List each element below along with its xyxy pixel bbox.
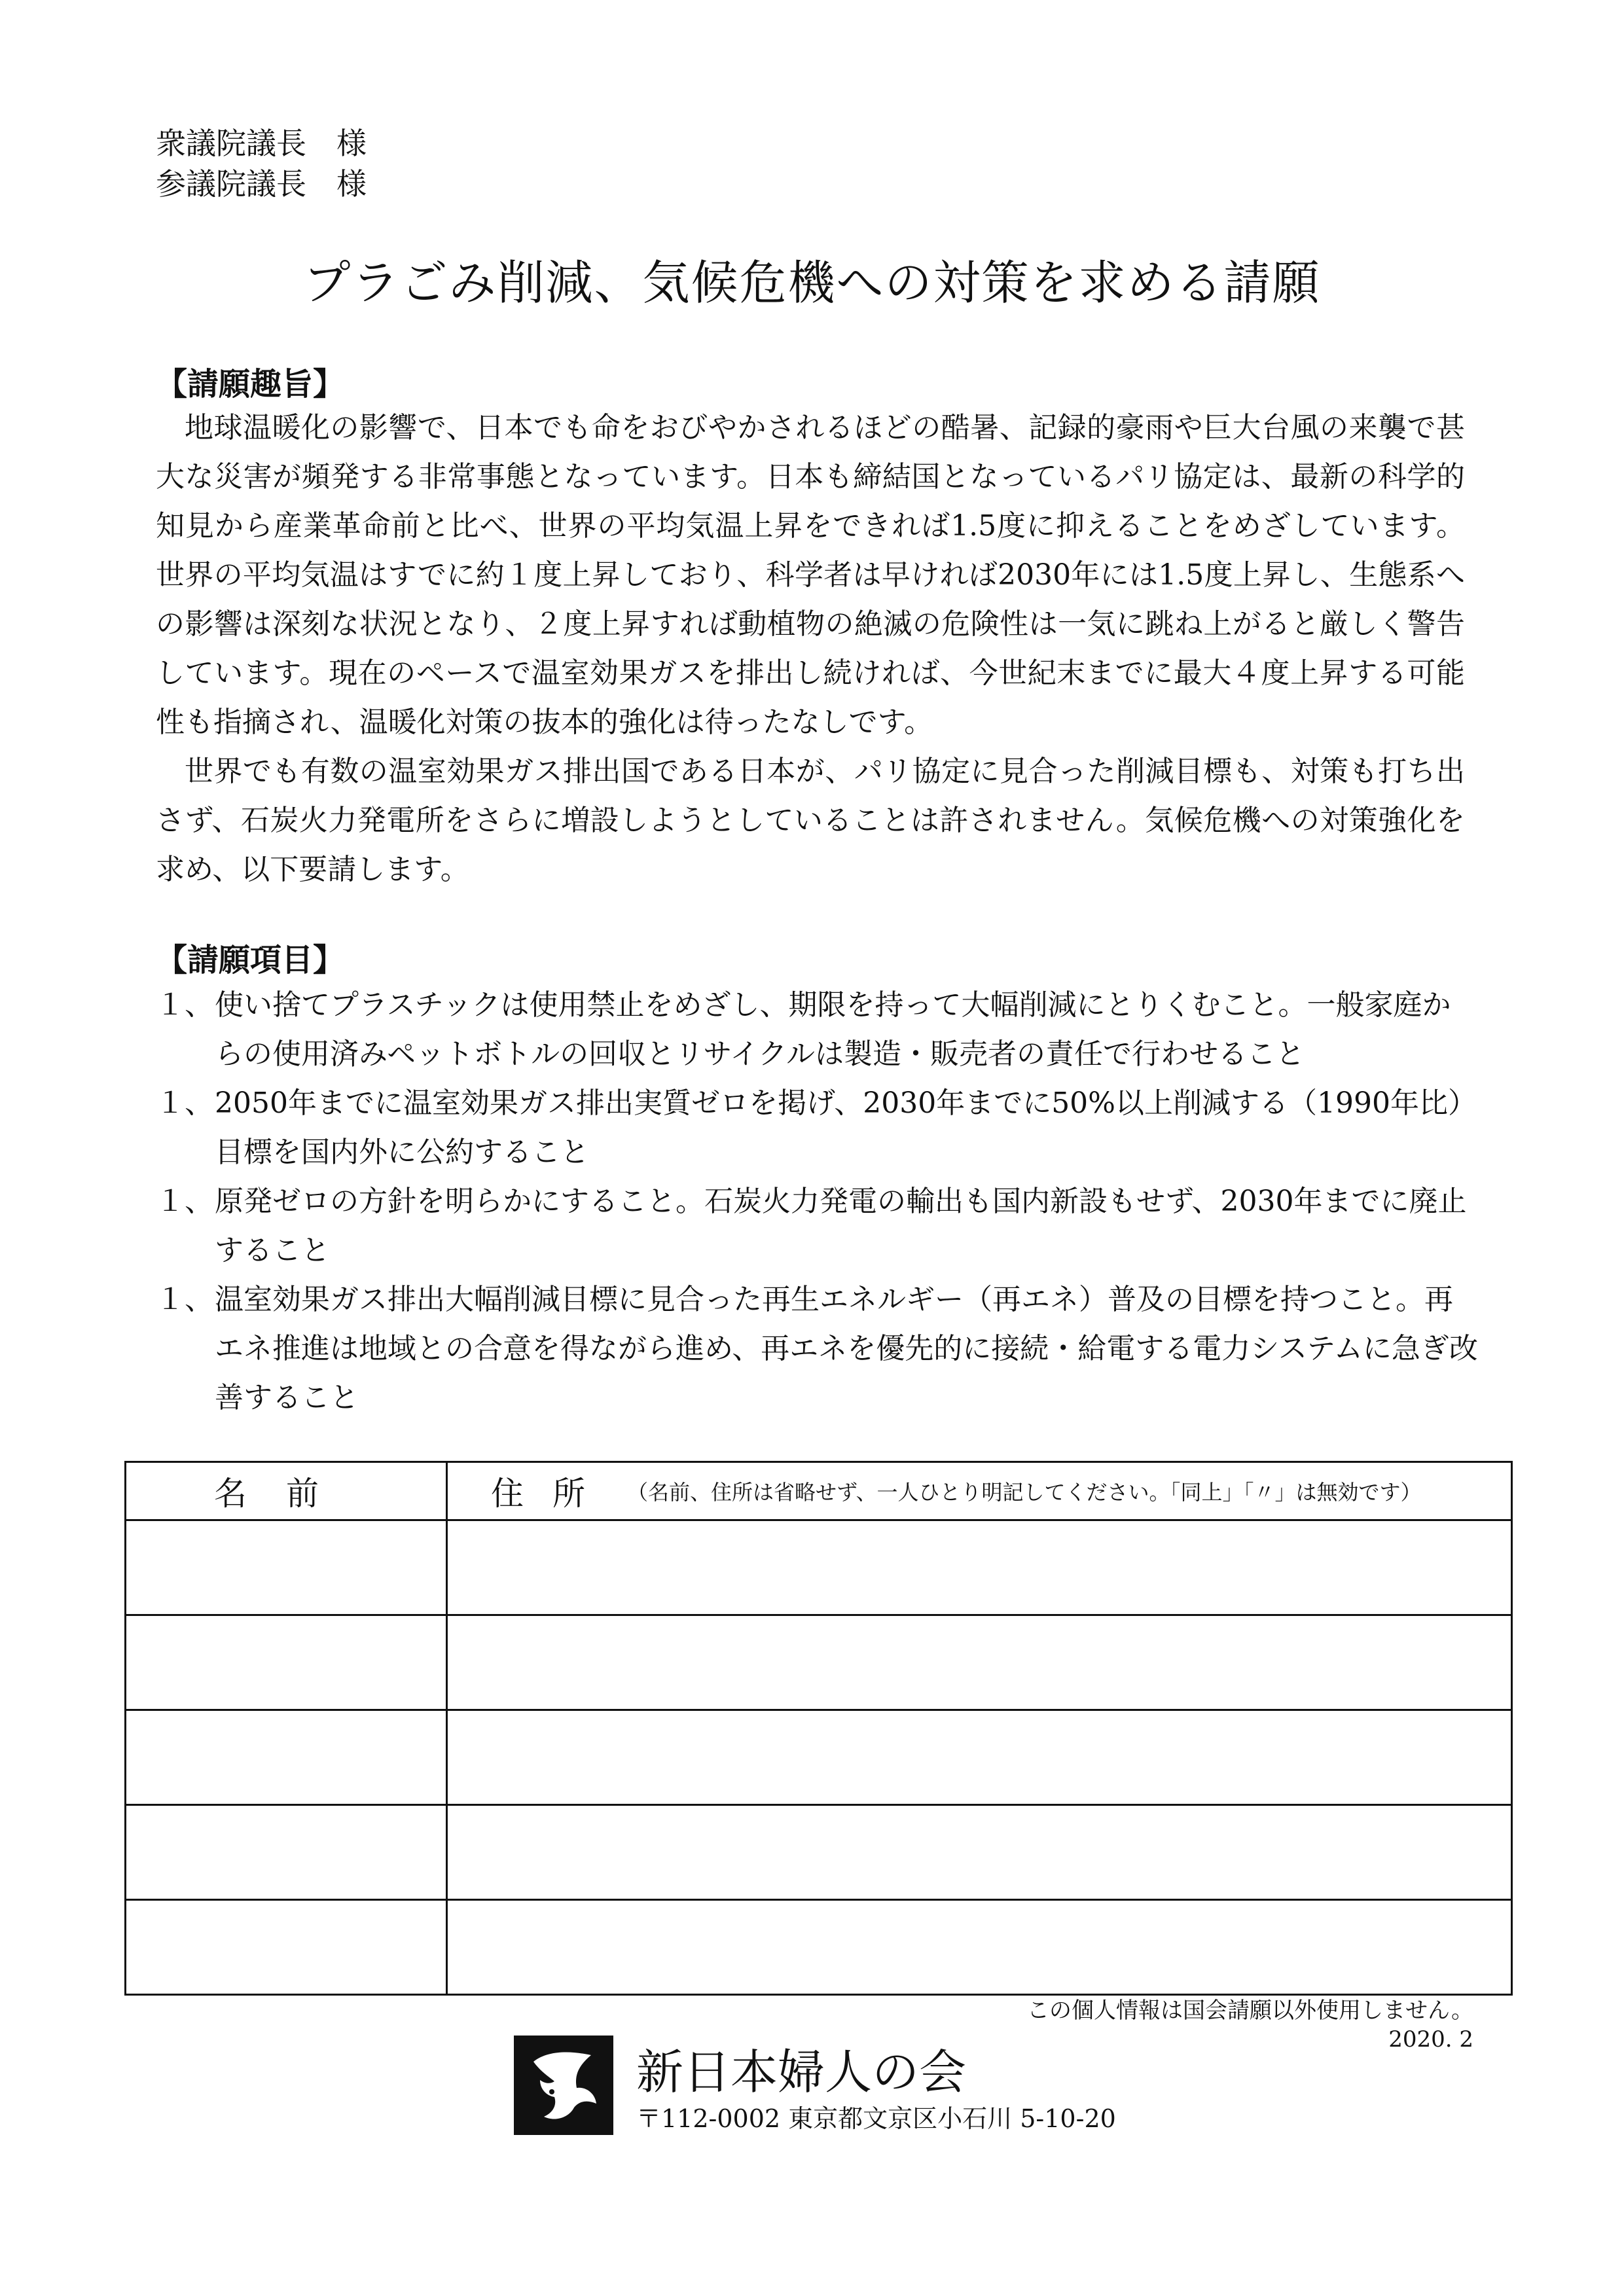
signature-table — [124, 1461, 1513, 1996]
address-cell[interactable] — [447, 1520, 1512, 1615]
organization-name: 新日本婦人の会 — [636, 2045, 967, 2100]
requests-heading: 【請願項目】 — [156, 942, 345, 978]
address-header-label: 住所 — [491, 1475, 614, 1513]
petition-title: プラごみ削減、気候危機への対策を求める請願 — [303, 255, 1321, 310]
request-item-number: １、 — [156, 1283, 213, 1316]
name-header-label: 名前 — [214, 1475, 358, 1513]
name-cell[interactable] — [126, 1900, 447, 1995]
request-item — [156, 1177, 1478, 1275]
request-item — [156, 1079, 1478, 1177]
table-row — [126, 1615, 1512, 1710]
address-cell[interactable] — [447, 1900, 1512, 1995]
table-row — [126, 1805, 1512, 1900]
dove-logo-icon — [514, 2036, 613, 2135]
privacy-note: この個人情報は国会請願以外使用しません。 — [1026, 1998, 1473, 2024]
table-row — [126, 1900, 1512, 1995]
table-row — [126, 1710, 1512, 1805]
purpose-paragraph-2: 世界でも有数の温室効果ガス排出国である日本が、パリ協定に見合った削減目標も、対策も打ち出さず、石炭火力発電所をさらに増設しようとしていることは許されません。気候危機への対策強化を求め、以下要請します。 — [156, 755, 1465, 886]
addressee-house-of-representatives: 衆議院議長 様 — [156, 126, 367, 161]
request-list — [156, 980, 1478, 1422]
request-item-number: １、 — [156, 1185, 213, 1218]
request-item — [156, 980, 1478, 1079]
request-item-text: 原発ゼロの方針を明らかにすること。石炭火力発電の輸出も国内新設もせず、2030年までに廃止すること — [215, 1185, 1467, 1267]
request-item-number: １、 — [156, 988, 213, 1022]
address-column-header — [447, 1462, 1512, 1520]
request-item-number: １、 — [156, 1086, 213, 1120]
address-cell[interactable] — [447, 1615, 1512, 1710]
request-item — [156, 1275, 1478, 1422]
name-cell[interactable] — [126, 1615, 447, 1710]
signature-instructions: （名前、住所は省略せず、一人ひとり明記してください。「同上」「〃」は無効です） — [627, 1480, 1422, 1505]
name-cell[interactable] — [126, 1520, 447, 1615]
address-cell[interactable] — [447, 1710, 1512, 1805]
issue-date: 2020. 2 — [1388, 2026, 1473, 2053]
address-cell[interactable] — [447, 1805, 1512, 1900]
name-cell[interactable] — [126, 1805, 447, 1900]
request-item-text: 温室効果ガス排出大幅削減目標に見合った再生エネルギー（再エネ）普及の目標を持つこと。再エネ推進は地域との合意を得ながら進め、再エネを優先的に接続・給電する電力システムに急ぎ改善すること — [215, 1283, 1478, 1414]
purpose-paragraph-1: 地球温暖化の影響で、日本でも命をおびやかされるほどの酷暑、記録的豪雨や巨大台風の来襲で甚大な災害が頻発する非常事態となっています。日本も締結国となっているパリ協定は、最新の科学的知見から産業革命前と比べ、世界の平均気温上昇をできれば1.5度に抑えることをめざしています。世界の平均気温はすでに約１度上昇しており、科学者は早ければ2030年には1.5度上昇し、生態系への影響は深刻な状況となり、２度上昇すれば動植物の絶滅の危険性は一気に跳ね上がると厳しく警告しています。現在のペースで温室効果ガスを排出し続ければ、今世紀末までに最大４度上昇する可能性も指摘され、温暖化対策の抜本的強化は待ったなしです。 — [156, 411, 1465, 739]
organization-address: 〒112-0002 東京都文京区小石川 5-10-20 — [636, 2104, 1116, 2133]
purpose-heading: 【請願趣旨】 — [156, 366, 345, 403]
addressee-house-of-councillors: 参議院議長 様 — [156, 166, 367, 202]
request-item-text: 使い捨てプラスチックは使用禁止をめざし、期限を持って大幅削減にとりくむこと。一般家庭からの使用済みペットボトルの回収とリサイクルは製造・販売者の責任で行わせること — [215, 988, 1451, 1071]
name-cell[interactable] — [126, 1710, 447, 1805]
name-column-header — [126, 1462, 447, 1520]
request-item-text: 2050年までに温室効果ガス排出実質ゼロを掲げ、2030年までに50%以上削減する（1990年比）目標を国内外に公約すること — [215, 1086, 1477, 1169]
signature-table-header — [126, 1462, 1512, 1520]
table-row — [126, 1520, 1512, 1615]
